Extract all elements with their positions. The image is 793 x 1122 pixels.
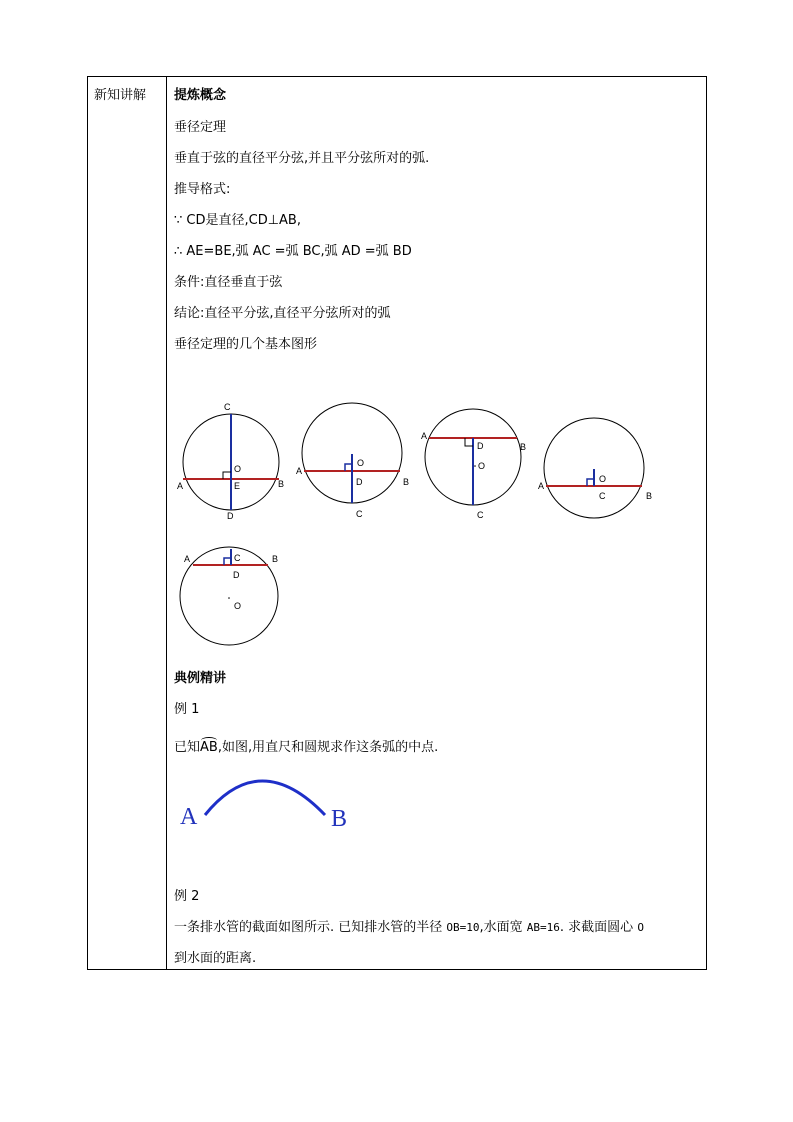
- example2-o: O: [637, 921, 644, 934]
- example2-ab: AB=16: [526, 921, 560, 934]
- fig2-label-b: B: [403, 477, 410, 487]
- example1-prefix: 已知: [174, 740, 201, 755]
- figure-4: [535, 410, 660, 525]
- fig2-label-c: C: [356, 509, 363, 519]
- fig1-label-d: D: [227, 511, 234, 521]
- example2-ob: OB=10: [446, 921, 480, 934]
- fig4-label-a: A: [538, 481, 545, 491]
- example2-text-a: 一条排水管的截面如图所示. 已知排水管的半径: [174, 920, 447, 935]
- fig3-label-c: C: [477, 510, 484, 520]
- fig3-label-o: O: [478, 461, 486, 471]
- example1-suffix: ,如图,用直尺和圆规求作这条弧的中点.: [217, 740, 439, 755]
- fig4-label-b: B: [646, 491, 653, 501]
- example2-label: 例 2: [174, 889, 200, 904]
- theorem-statement: 垂直于弦的直径平分弦,并且平分弦所对的弧.: [174, 151, 430, 166]
- fig2-label-o: O: [357, 458, 365, 468]
- therefore-line: ∴ AE=BE,弧 AC =弧 BC,弧 AD =弧 BD: [174, 244, 412, 259]
- fig5-label-d: D: [233, 570, 240, 580]
- fig2-label-a: A: [296, 466, 303, 476]
- example2-text-c: . 求截面圆心: [559, 920, 638, 935]
- fig4-label-o: O: [599, 474, 607, 484]
- figures-heading: 垂径定理的几个基本图形: [174, 337, 318, 352]
- fig3-label-a: A: [421, 431, 428, 441]
- fig1-label-b: B: [278, 479, 285, 489]
- fig3-label-d: D: [477, 441, 484, 451]
- column-divider: [166, 76, 167, 970]
- example2-text-b: ,水面宽: [479, 920, 527, 935]
- example2-line2: 到水面的距离.: [174, 951, 257, 966]
- fig5-label-a: A: [184, 554, 191, 564]
- figure-3: [420, 400, 540, 525]
- arc-ab-figure: [195, 765, 335, 825]
- figure-2: [295, 400, 420, 525]
- fig1-label-e: E: [234, 481, 241, 491]
- condition-line: 条件:直径垂直于弦: [174, 275, 283, 290]
- example1-label: 例 1: [174, 702, 200, 717]
- arc-point-b: B: [331, 806, 348, 832]
- derivation-label: 推导格式:: [174, 182, 231, 197]
- fig4-label-c: C: [599, 491, 606, 501]
- because-line: ∵ CD是直径,CD⊥AB,: [174, 213, 301, 228]
- examples-heading: 典例精讲: [174, 671, 227, 686]
- fig3-label-b: B: [520, 442, 527, 452]
- theorem-name: 垂径定理: [174, 120, 227, 135]
- example1-arc: AB: [200, 740, 218, 755]
- section-label: 新知讲解: [94, 88, 147, 103]
- arc-point-a: A: [180, 804, 198, 830]
- fig5-label-b: B: [272, 554, 279, 564]
- fig1-label-c: C: [224, 402, 231, 412]
- example2-line1: [174, 916, 644, 935]
- figure-5: [175, 545, 290, 650]
- fig5-label-c: C: [234, 553, 241, 563]
- fig2-label-d: D: [356, 477, 363, 487]
- fig1-label-o: O: [234, 464, 242, 474]
- figure-1: [175, 400, 295, 525]
- example1-text: [174, 736, 438, 755]
- concept-heading: 提炼概念: [174, 88, 227, 103]
- conclusion-line: 结论:直径平分弦,直径平分弦所对的弧: [174, 306, 391, 321]
- fig5-label-o: O: [234, 601, 242, 611]
- fig1-label-a: A: [177, 481, 184, 491]
